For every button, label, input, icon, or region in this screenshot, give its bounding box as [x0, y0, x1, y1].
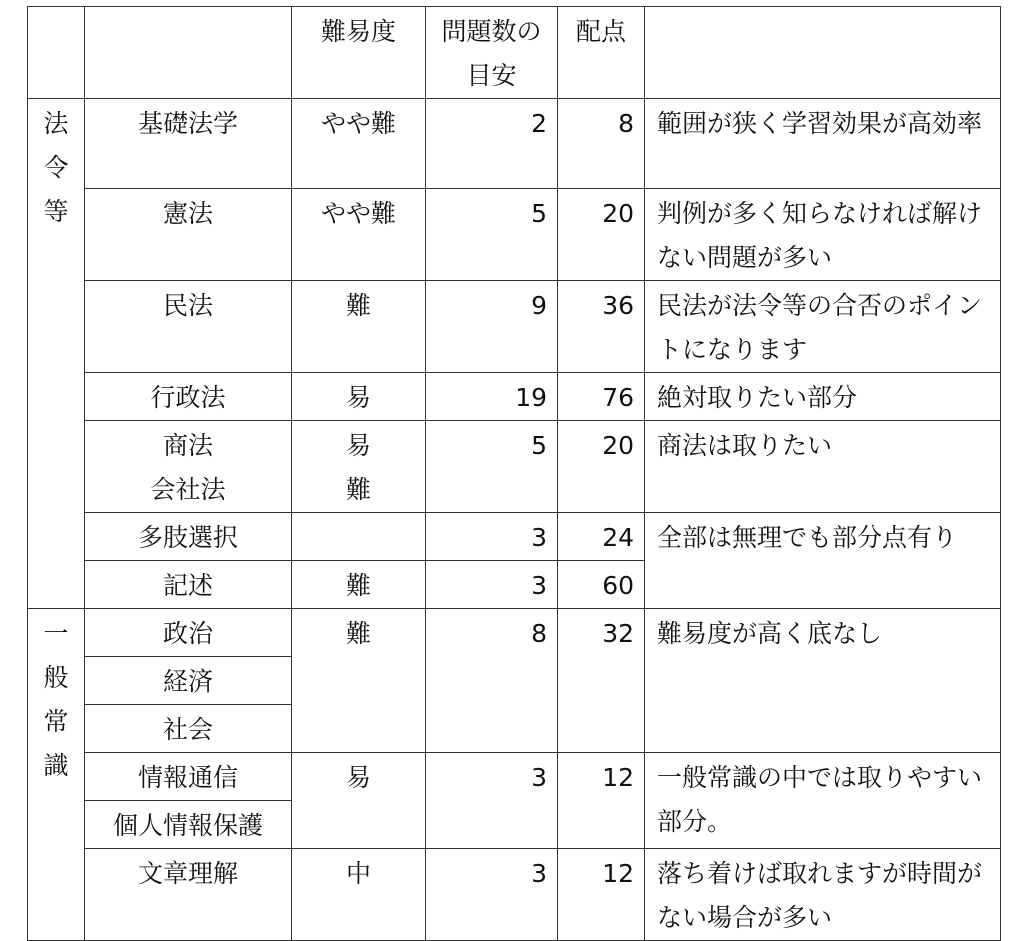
remark-cell: 全部は無理でも部分点有り	[645, 513, 1001, 609]
points-cell: 20	[558, 189, 645, 281]
remark-cell: 絶対取りたい部分	[645, 373, 1001, 421]
exam-subject-table	[27, 6, 1001, 941]
difficulty-cell: 中	[292, 849, 426, 941]
points-cell: 36	[558, 281, 645, 373]
category-ippan	[28, 609, 85, 941]
subject-cell: 社会	[85, 705, 292, 753]
difficulty-line: 易	[345, 431, 371, 460]
difficulty-line: 難	[345, 475, 371, 504]
difficulty-cell: やや難	[292, 189, 426, 281]
subject-cell: 民法	[85, 281, 292, 373]
difficulty-cell: 易	[292, 373, 426, 421]
points-cell: 32	[558, 609, 645, 753]
subject-cell: 憲法	[85, 189, 292, 281]
remark-cell: 民法が法令等の合否のポイントになります	[645, 281, 1001, 373]
table-row	[28, 849, 1001, 941]
table-row	[28, 373, 1001, 421]
header-row	[28, 7, 1001, 99]
remark-cell: 落ち着けば取れますが時間がない場合が多い	[645, 849, 1001, 941]
category-char: 法	[43, 109, 69, 138]
points-cell: 12	[558, 849, 645, 941]
questions-cell: 3	[426, 849, 558, 941]
subject-line: 商法	[162, 431, 213, 460]
questions-cell: 5	[426, 421, 558, 513]
subject-cell: 多肢選択	[85, 513, 292, 561]
table-row	[28, 513, 1001, 561]
remark-cell: 商法は取りたい	[645, 421, 1001, 513]
table-row	[28, 421, 1001, 513]
table-row	[28, 753, 1001, 801]
points-cell: 20	[558, 421, 645, 513]
difficulty-cell: 難	[292, 609, 426, 753]
questions-cell: 3	[426, 753, 558, 849]
header-blank-category	[28, 7, 85, 99]
remark-cell: 一般常識の中では取りやすい部分。	[645, 753, 1001, 849]
difficulty-cell: 難	[292, 561, 426, 609]
points-cell: 12	[558, 753, 645, 849]
points-cell: 76	[558, 373, 645, 421]
points-cell: 60	[558, 561, 645, 609]
header-questions: 問題数の目安	[426, 7, 558, 99]
category-hourei	[28, 99, 85, 609]
points-cell: 8	[558, 99, 645, 189]
header-blank-remark	[645, 7, 1001, 99]
subject-cell: 文章理解	[85, 849, 292, 941]
header-blank-subject	[85, 7, 292, 99]
remark-cell: 判例が多く知らなければ解けない問題が多い	[645, 189, 1001, 281]
questions-cell: 3	[426, 513, 558, 561]
category-char: 令	[43, 153, 69, 182]
difficulty-cell: やや難	[292, 99, 426, 189]
questions-cell: 19	[426, 373, 558, 421]
table-row	[28, 189, 1001, 281]
subject-cell	[85, 421, 292, 513]
header-points: 配点	[558, 7, 645, 99]
category-char: 等	[43, 197, 69, 226]
remark-cell: 範囲が狭く学習効果が高効率	[645, 99, 1001, 189]
subject-line: 会社法	[150, 475, 226, 504]
questions-cell: 5	[426, 189, 558, 281]
questions-cell: 8	[426, 609, 558, 753]
questions-cell: 2	[426, 99, 558, 189]
table-row	[28, 609, 1001, 657]
category-char: 識	[43, 751, 69, 780]
difficulty-cell: 難	[292, 281, 426, 373]
category-char: 一	[43, 619, 69, 648]
subject-cell: 政治	[85, 609, 292, 657]
subject-cell: 経済	[85, 657, 292, 705]
subject-cell: 行政法	[85, 373, 292, 421]
difficulty-cell	[292, 421, 426, 513]
table-row	[28, 99, 1001, 189]
remark-cell: 難易度が高く底なし	[645, 609, 1001, 753]
subject-cell: 記述	[85, 561, 292, 609]
points-cell: 24	[558, 513, 645, 561]
category-char: 般	[43, 663, 69, 692]
subject-cell: 基礎法学	[85, 99, 292, 189]
subject-cell: 情報通信	[85, 753, 292, 801]
header-difficulty: 難易度	[292, 7, 426, 99]
difficulty-cell: 易	[292, 753, 426, 849]
category-char: 常	[43, 707, 69, 736]
difficulty-cell	[292, 513, 426, 561]
table-row	[28, 281, 1001, 373]
questions-cell: 3	[426, 561, 558, 609]
questions-cell: 9	[426, 281, 558, 373]
subject-cell: 個人情報保護	[85, 801, 292, 849]
